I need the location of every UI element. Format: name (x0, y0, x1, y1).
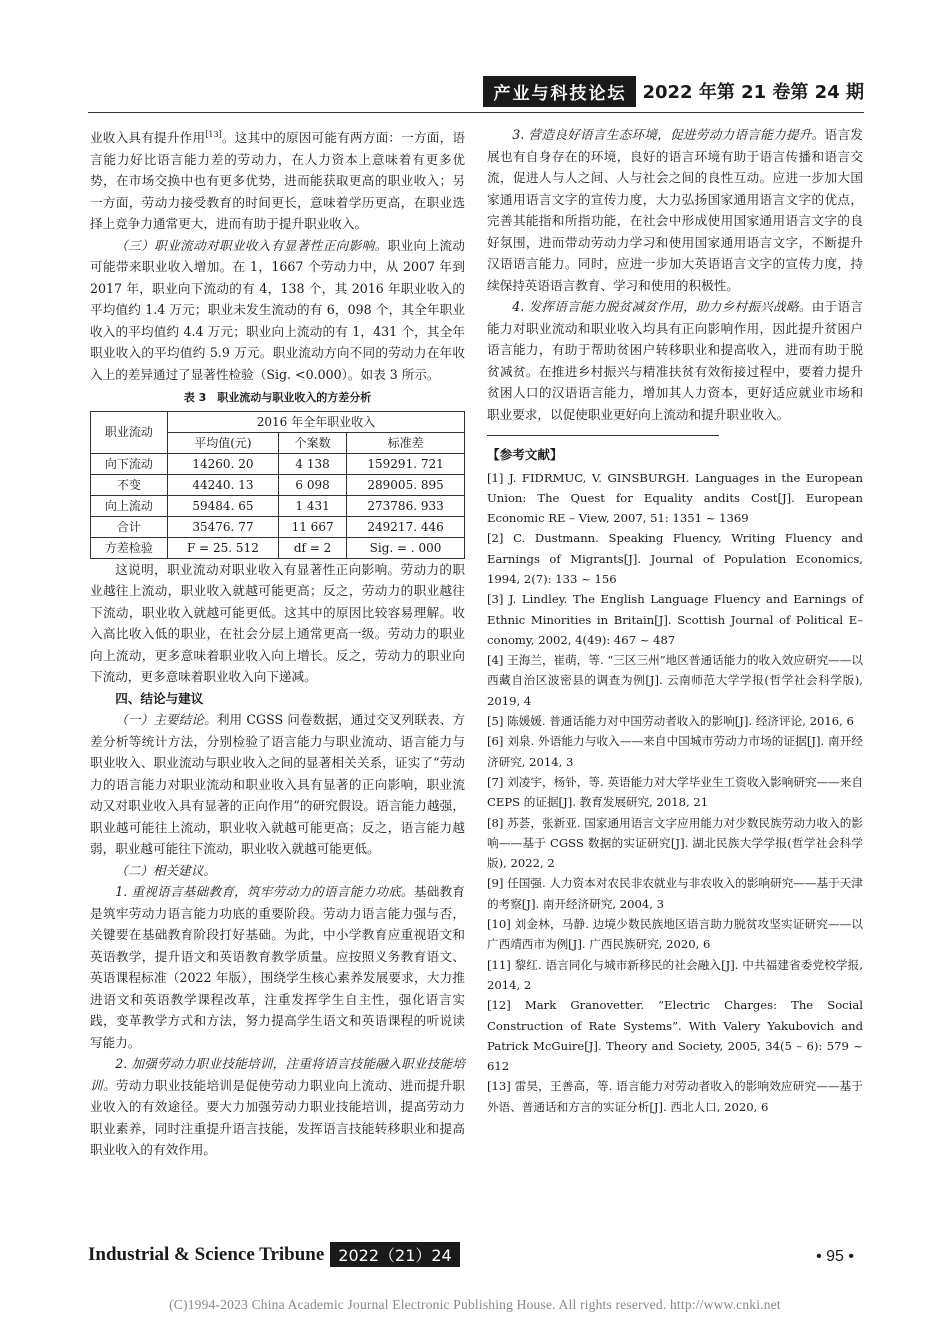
reference-item: [5] 陈媛媛. 普通话能力对中国劳动者收入的影响[J]. 经济评论, 2016, 6 (487, 714, 854, 729)
section-title: 四、结论与建议 (115, 690, 204, 706)
journal-name-en: Industrial & Science Tribune (88, 1243, 325, 1265)
reference-item: [13] 雷昊，王善高，等. 语言能力对劳动者收入的影响效应研究——基于外语、普通话和方言的实证分析[J]. 西北人口, 2020, 6 (487, 1079, 863, 1114)
references-title: 【参考文献】 (487, 447, 563, 462)
page-footer (88, 1242, 460, 1267)
table-row: 向下流动 14260. 20 4 138 159291. 721 (91, 453, 465, 474)
page-number: • 95 • (816, 1248, 854, 1265)
reference-item: [12] Mark Granovetter. “Electric Charges: The Social Construction of Rate Systems”. With Valery Yakubovich and Patrick McGuire[J]. Theory and Society, 2005, 34(5 – 6): 579 ~ 612 (487, 998, 863, 1074)
table-row: 合计 35476. 77 11 667 249217. 446 (91, 516, 465, 537)
left-column (90, 124, 465, 1161)
reference-item: [8] 苏荟，张新亚. 国家通用语言文字应用能力对少数民族劳动力收入的影响——基于 CGSS 数据的实证研究[J]. 湖北民族大学学报(哲学社会科学版), 2022, 2 (487, 815, 863, 871)
paragraph: 3. 营造良好语言生态环境，促进劳动力语言能力提升。语言发展也有自身存在的环境，良好的语言环境有助于语言传播和语言交流，促进人与人之间、人与社会之间的良性互动。应进一步加大国家通用语言文字的宣传力度，大力弘扬国家通用语言文字的优点，完善其能指和所指功能，在社会中形成使用国家通用语言文字的良好氛围，进而带动劳动力学习和使用国家通用语言文字，不断提升汉语语言能力。同时，应进一步加大英语语言文字的宣传力度，持续保持英语语言教育、学习和使用的积极性。 (487, 127, 864, 293)
page-header (483, 76, 864, 106)
copyright-notice: (C)1994-2023 China Academic Journal Electronic Publishing House. All rights reserved. http://www.cnki.net (169, 1297, 781, 1312)
reference-item: [2] C. Dustmann. Speaking Fluency, Writing Fluency and Earnings of Migrants[J]. Journal of Population Economics, 1994, 2(7): 133 ~ 156 (487, 531, 863, 586)
journal-name-cn: 产业与科技论坛 (483, 76, 636, 107)
header-divider (88, 112, 864, 113)
paragraph: 这说明，职业流动对职业收入有显著性正向影响。劳动力的职业越往上流动，职业收入就越可能更高；反之，劳动力的职业越往下流动，职业收入就越可能更低。这其中的原因比较容易理解。收入高比收入低的职业，在社会分层上通常更高一级。劳动力的职业向上流动，更多意味着职业收入向上增长。反之，劳动力的职业向下流动，更多意味着职业收入向下递减。 (90, 561, 465, 685)
reference-item: [3] J. Lindley. The English Language Fluency and Earnings of Ethnic Minorities in Britain[J]. Scottish Journal of Political E–conomy, 2002, 4(49): 467 ~ 487 (487, 592, 863, 647)
reference-item: [7] 刘凌宇，杨钋，等. 英语能力对大学毕业生工资收入影响研究——来自 CEPS 的证据[J]. 教育发展研究, 2018, 21 (487, 774, 863, 810)
subsection-heading: （三）职业流动对职业收入有显著性正向影响。 (115, 237, 388, 253)
footer-issue-number: 2022（21）24 (330, 1242, 459, 1267)
anova-table (90, 411, 465, 559)
reference-item: [1] J. FIDRMUC, V. GINSBURGH. Languages in the European Union: The Quest for Equality andits Cost[J]. European Economic RE – View, 2007, 51: 1351 ~ 1369 (487, 470, 863, 526)
subsection-heading: （二）相关建议。 (115, 862, 216, 878)
subsection-heading: 2. 加强劳动力职业技能培训，注重将语言技能融入职业技能培训。 (90, 1056, 465, 1093)
paragraph: （三）职业流动对职业收入有显著性正向影响。职业向上流动可能带来职业收入增加。在 1，1667 个劳动力中，从 2007 年到 2017 年，职业向下流动的有 4，138 个，其 2016 年职业收入的平均值约 1.4 万元；职业未发生流动的有 6，098 个，其全年职业收入的平均值约 4.4 万元；职业向上流动的有 1，431 个，其全年职业收入的平均值约 5.9 万元。职业流动方向不同的劳动力在年收入上的差异通过了显著性检验（Sig. <0.000）。如表 3 所示。 (90, 237, 466, 382)
table-row-header: 职业流动 (91, 411, 168, 453)
reference-item: [9] 任国强. 人力资本对农民非农就业与非农收入的影响研究——基于天津的考察[J]. 南开经济研究, 2004, 3 (487, 876, 863, 911)
paragraph: 1. 重视语言基础教育，筑牢劳动力的语言能力功底。基础教育是筑牢劳动力语言能力功底的重要阶段。劳动力语言能力强与否，关键要在基础教育阶段打好基础。为此，中小学教育应重视语文和英语教学，提升语文和英语教育教学质量。应按照义务教育语文、英语课程标准（2022 年版），围绕学生核心素养发展要求，大力推进语文和英语教学课程改革，注重发挥学生自主性，强化语言实践，变革教学方式和方法，努力提高学生语文和英语课程的听说读写能力。 (90, 884, 465, 1050)
paragraph: 4. 发挥语言能力脱贫减贫作用，助力乡村振兴战略。由于语言能力对职业流动和职业收入均具有正向影响作用，因此提升贫困户语言能力，有助于帮助贫困户转移职业和提高收入，进而有助于脱贫减贫。在推进乡村振兴与精准扶贫有效衔接过程中，要着力提升贫困人口的汉语语言能力，增加其人力资本，更好适应就业市场和职业要求，以促使职业更好向上流动和提升职业收入。 (487, 299, 863, 422)
table-row: 不变 44240. 13 6 098 289005. 895 (91, 474, 465, 495)
references-divider (487, 435, 719, 436)
issue-info: 2022 年第 21 卷第 24 期 (642, 82, 864, 103)
table-row: 方差检验 F = 25. 512 df = 2 Sig. = . 000 (91, 537, 465, 558)
subsection-heading: 3. 营造良好语言生态环境，促进劳动力语言能力提升。 (512, 127, 825, 142)
reference-item: [4] 王海兰，崔萌，等. “三区三州”地区普通话能力的收入效应研究——以西藏自治区波密县的调查为例[J]. 云南师范大学学报(哲学社会科学版), 2019, 4 (487, 653, 863, 708)
subsection-heading: 4. 发挥语言能力脱贫减贫作用，助力乡村振兴战略。 (512, 299, 812, 314)
subsection-heading: （一）主要结论。 (115, 712, 217, 728)
paragraph: （一）主要结论。利用 CGSS 问卷数据，通过交叉列联表、方差分析等统计方法，分别检验了语言能力与职业流动、语言能力与职业收入、职业流动与职业收入之间的显著相关关系，证实了“劳动力的语言能力对职业流动和职业收入具有显著的正向影响，职业流动又对职业收入具有显著的正向作用”的研究假设。语言能力越强，职业越可能往上流动，职业收入就越可能更高；反之，语言能力越弱，职业越可能往下流动，职业收入就越可能更低。 (90, 712, 465, 857)
paragraph: 2. 加强劳动力职业技能培训，注重将语言技能融入职业技能培训。劳动力职业技能培训是促使劳动力职业向上流动、进而提升职业收入的有效途径。要大力加强劳动力职业技能培训，提高劳动力职业素养，同时注重提升语言技能，发挥语言技能转移职业和提高职业收入的有效作用。 (90, 1056, 466, 1158)
reference-item: [6] 刘泉. 外语能力与收入——来自中国城市劳动力市场的证据[J]. 南开经济研究, 2014, 3 (487, 734, 863, 769)
citation: [13] (205, 130, 222, 139)
table-column-header: 标准差 (347, 432, 465, 453)
table-group-header: 2016 年全年职业收入 (167, 411, 464, 432)
table-column-header: 平均值(元) (167, 432, 278, 453)
reference-item: [11] 黎红. 语言同化与城市新移民的社会融入[J]. 中共福建省委党校学报, 2014, 2 (487, 957, 863, 992)
table-caption: 表 3 职业流动与职业收入的方差分析 (183, 391, 372, 405)
paragraph: 业收入具有提升作用[13]。这其中的原因可能有两方面：一方面，语言能力好比语言能力差的劳动力，在人力资本上意味着有更多优势，在市场交换中也有更多优势，进而能获取更高的职业收入；另一方面，劳动力接受教育的时间更长，意味着学历更高，在职业选择上竞争力通常更大，进而有助于提升职业收入。 (90, 130, 466, 232)
table-column-header: 个案数 (279, 432, 347, 453)
table-row: 向上流动 59484. 65 1 431 273786. 933 (91, 495, 465, 516)
subsection-heading: 1. 重视语言基础教育，筑牢劳动力的语言能力功底。 (115, 884, 414, 900)
right-column (487, 124, 863, 1117)
reference-item: [10] 刘金林，马静. 边境少数民族地区语言助力脱贫攻坚实证研究——以广西靖西市为例[J]. 广西民族研究, 2020, 6 (487, 917, 863, 952)
